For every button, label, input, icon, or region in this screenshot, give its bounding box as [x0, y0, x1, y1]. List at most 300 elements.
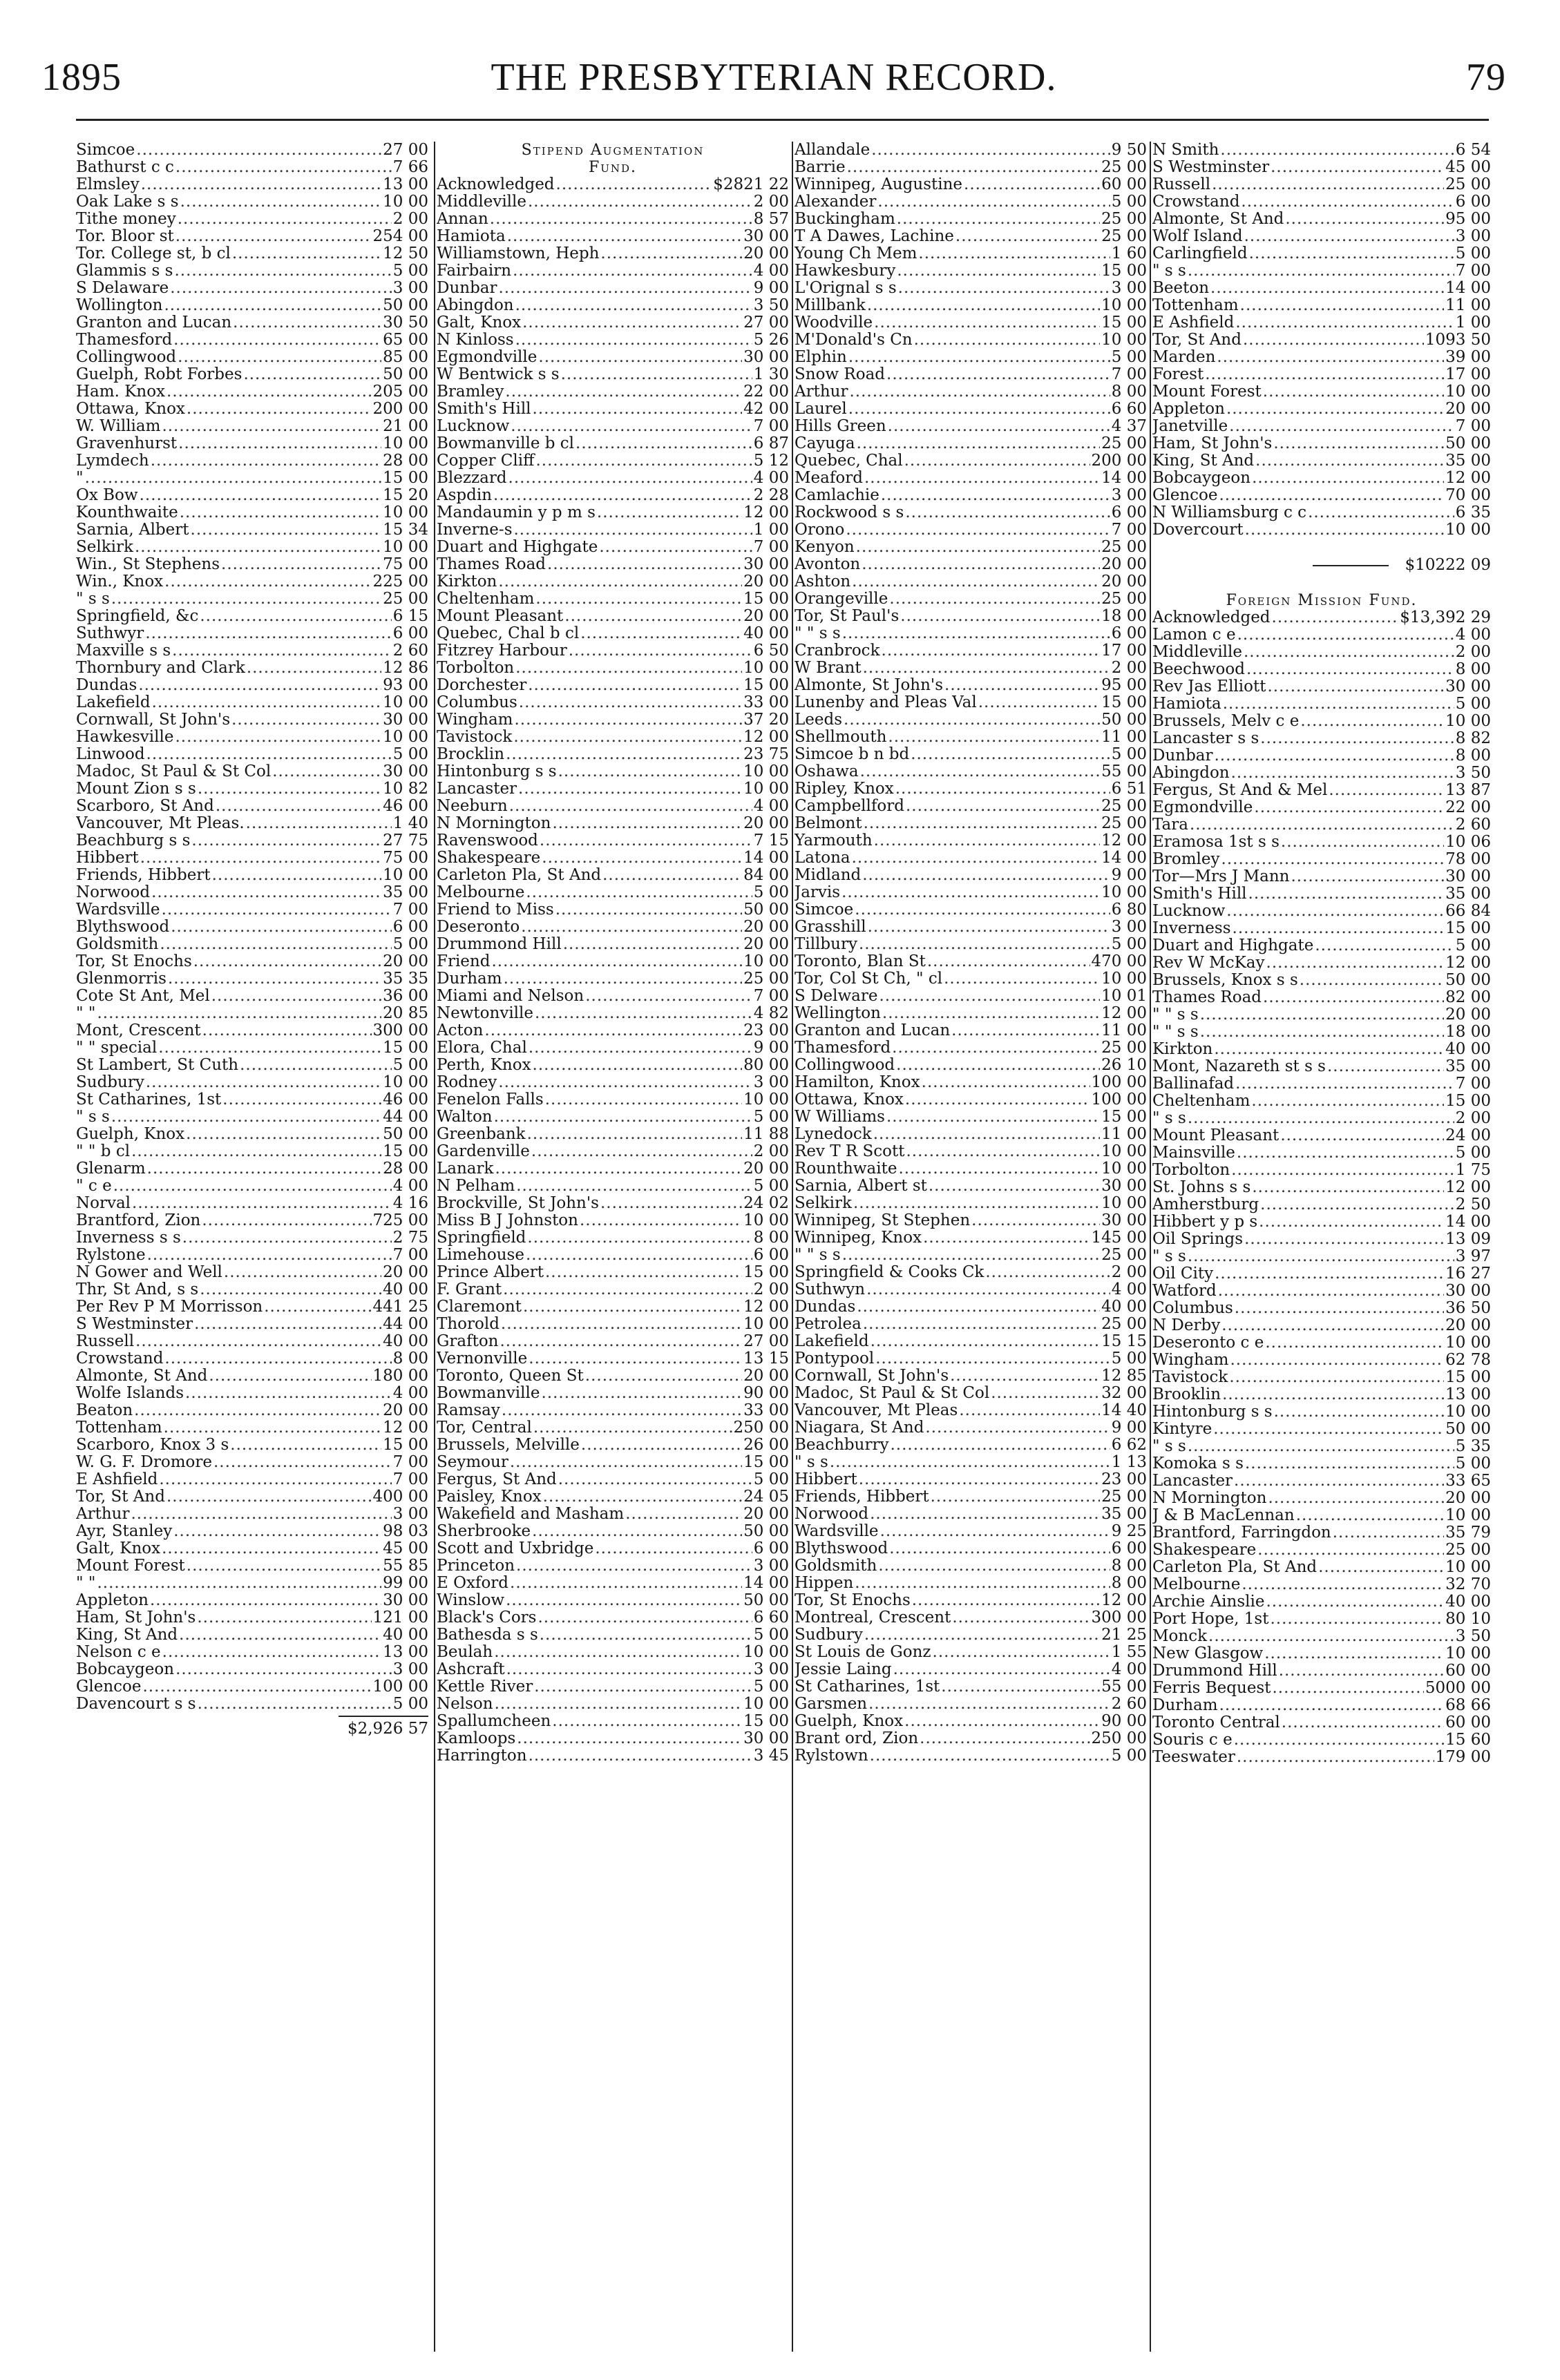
entry-row	[795, 850, 1147, 867]
dot-leader	[933, 1644, 1110, 1661]
entry-row	[76, 280, 428, 297]
entry-amount: 2 60	[1111, 1696, 1147, 1713]
entry-amount: 30 00	[743, 556, 789, 573]
entry-name: Tor. Bloor st	[76, 228, 174, 245]
entry-name: Barrie	[795, 159, 846, 176]
entry-amount: 20 00	[743, 1160, 789, 1178]
entry-amount: 6 60	[753, 1609, 789, 1626]
entry-amount: 65 00	[383, 332, 428, 349]
entry-amount: 2 00	[392, 211, 428, 228]
entry-name: Leeds	[795, 711, 843, 729]
entry-name: Tottenham	[76, 1419, 162, 1437]
dot-leader	[848, 349, 1110, 366]
entry-name: Middleville	[1152, 644, 1242, 661]
entry-name: Guelph, Robt Forbes	[76, 366, 242, 383]
dot-leader	[595, 1540, 752, 1557]
entry-name: Fenelon Falls	[437, 1091, 544, 1109]
entry-name: Winnipeg, Augustine	[795, 176, 963, 193]
entry-name: Kirkton	[437, 573, 497, 591]
entry-amount: 2 00	[1455, 1110, 1491, 1127]
entry-row	[795, 1109, 1147, 1126]
entry-amount: 27 00	[383, 142, 428, 159]
entry-row	[795, 1126, 1147, 1143]
entry-row	[437, 1696, 789, 1713]
entry-amount: 27 00	[743, 314, 789, 332]
entry-name: Bathurst c c	[76, 159, 174, 176]
entry-amount: 8 00	[1111, 383, 1147, 401]
entry-name: Lancaster	[1152, 1472, 1233, 1490]
entry-amount: 40 00	[383, 1333, 428, 1350]
dot-leader	[892, 1039, 1100, 1057]
entry-name: " " s s	[795, 625, 841, 642]
entry-row	[795, 1143, 1147, 1160]
entry-amount: 10 00	[1101, 297, 1147, 314]
dot-leader	[515, 332, 752, 349]
entry-name: " " s s	[795, 1247, 841, 1264]
dot-leader	[905, 1091, 1090, 1109]
entry-name: Fergus, St And & Mel	[1152, 782, 1328, 799]
entry-row	[795, 591, 1147, 608]
entry-amount: 7 00	[1111, 366, 1147, 383]
entry-name: Thames Road	[437, 556, 546, 573]
entry-amount: 7 00	[1455, 418, 1491, 435]
entry-name: Carleton Pla, St And	[437, 867, 602, 884]
entry-name: Hintonburg s s	[1152, 1403, 1273, 1421]
entry-row	[1152, 1231, 1491, 1248]
entry-amount: 40 00	[743, 625, 789, 642]
entry-name: Nelson	[437, 1696, 493, 1713]
entry-name: Melbourne	[1152, 1576, 1241, 1593]
entry-row	[76, 591, 428, 608]
entry-name: Grasshill	[795, 919, 866, 936]
dot-leader	[561, 366, 752, 383]
entry-amount: 30 00	[1445, 1283, 1491, 1300]
dot-leader	[1235, 1075, 1454, 1093]
entry-row	[795, 228, 1147, 245]
entry-row	[76, 1488, 428, 1506]
dot-leader	[1300, 713, 1444, 730]
dot-leader	[1282, 1714, 1444, 1731]
entry-row	[1152, 280, 1491, 297]
entry-row	[437, 780, 789, 798]
entry-amount: 5 00	[753, 1626, 789, 1644]
dot-leader	[197, 1609, 371, 1626]
entry-row	[437, 1747, 789, 1765]
entry-name: Ottawa, Knox	[76, 401, 185, 418]
dot-leader	[111, 591, 381, 608]
entry-row	[437, 1074, 789, 1091]
entry-row	[437, 1143, 789, 1160]
entry-name: Inverness	[1152, 920, 1231, 937]
dot-leader	[518, 780, 742, 798]
entry-amount: 2 00	[1455, 644, 1491, 661]
entry-amount: 24 00	[1445, 1127, 1491, 1144]
dot-leader	[533, 1419, 732, 1437]
entry-row	[76, 1437, 428, 1454]
entry-amount: 6 00	[1111, 1540, 1147, 1557]
entry-name: Monck	[1152, 1628, 1208, 1645]
entry-name: Lunenby and Pleas Val	[795, 694, 977, 711]
entry-amount: 3 97	[1455, 1248, 1491, 1265]
dot-leader	[897, 262, 1100, 280]
entry-amount: 2 60	[392, 642, 428, 660]
entry-name: Tavistock	[437, 729, 513, 746]
entry-row	[1152, 937, 1491, 954]
entry-name: Acknowledged	[1152, 609, 1271, 626]
entry-row	[795, 1540, 1147, 1557]
entry-amount: 6 00	[753, 1247, 789, 1264]
entry-name: Norwood	[76, 884, 151, 901]
dot-leader	[912, 1592, 1100, 1609]
dot-leader	[1280, 1127, 1444, 1144]
entry-amount: 20 85	[383, 1005, 428, 1022]
entry-amount: 68 66	[1445, 1697, 1491, 1714]
entry-amount: 6 00	[1111, 504, 1147, 521]
dot-leader	[870, 1747, 1110, 1765]
entry-row	[437, 211, 789, 228]
entry-amount: 10 00	[1445, 1334, 1491, 1352]
entry-row	[76, 228, 428, 245]
entry-name: Smith's Hill	[437, 401, 531, 418]
column-divider	[434, 142, 435, 2352]
header-rule	[76, 119, 1489, 121]
entry-name: Arthur	[76, 1506, 130, 1523]
entry-row	[76, 366, 428, 383]
entry-row	[1152, 1144, 1491, 1162]
entry-row	[76, 988, 428, 1005]
entry-amount: 15 00	[383, 1437, 428, 1454]
dot-leader	[187, 1557, 381, 1575]
entry-row	[1152, 1386, 1491, 1403]
entry-name: Elora, Chal	[437, 1039, 527, 1057]
entry-amount: 13 09	[1445, 1231, 1491, 1248]
entry-amount: 66 84	[1445, 903, 1491, 920]
entry-name: Tor, St Enochs	[76, 953, 192, 970]
dot-leader	[97, 1575, 381, 1592]
entry-row	[76, 884, 428, 901]
entry-row	[437, 884, 789, 901]
dot-leader	[1279, 1662, 1444, 1680]
entry-amount: 12 85	[1101, 1367, 1147, 1385]
entry-row	[795, 1678, 1147, 1696]
entry-row	[795, 314, 1147, 332]
entry-name: Aspdin	[437, 487, 493, 504]
entry-name: Columbus	[1152, 1300, 1233, 1317]
dot-leader	[491, 953, 742, 970]
entry-amount: 84 00	[743, 867, 789, 884]
entry-name: Ox Bow	[76, 487, 138, 504]
entry-amount: 14 00	[743, 1575, 789, 1592]
entry-name: Smith's Hill	[1152, 885, 1247, 903]
header-title: THE PRESBYTERIAN RECORD.	[491, 56, 1057, 99]
entry-row	[1152, 314, 1491, 332]
entry-amount: 6 00	[753, 1540, 789, 1557]
entry-amount: 12 86	[383, 660, 428, 677]
entry-name: Lucknow	[437, 418, 510, 435]
entry-name: Springfield	[437, 1229, 526, 1247]
entry-row	[1152, 1421, 1491, 1438]
entry-amount: 7 00	[1455, 1075, 1491, 1093]
entry-name: Kounthwaite	[76, 504, 178, 521]
dot-leader	[602, 867, 742, 884]
dot-leader	[1234, 1472, 1444, 1490]
dot-leader	[1329, 782, 1444, 799]
entry-name: Harrington	[437, 1747, 527, 1765]
entry-amount: 12 00	[1445, 470, 1491, 487]
entry-amount: 16 27	[1445, 1265, 1491, 1283]
entry-name: S Delware	[795, 988, 878, 1005]
entry-row	[437, 556, 789, 573]
entry-name: Lanark	[437, 1160, 494, 1178]
entry-name: Brussels, Melville	[437, 1437, 580, 1454]
entry-name: Watford	[1152, 1283, 1217, 1300]
entry-row	[1152, 1472, 1491, 1490]
dot-leader	[1245, 1455, 1454, 1472]
dot-leader	[1241, 193, 1454, 211]
entry-amount: 60 00	[1101, 176, 1147, 193]
entry-amount: 20 00	[743, 936, 789, 953]
dot-leader	[138, 677, 381, 694]
dot-leader	[150, 1592, 381, 1609]
entry-amount: 25 00	[1101, 435, 1147, 452]
dot-leader	[213, 1454, 392, 1471]
dot-leader	[140, 850, 381, 867]
entry-amount: 35 35	[383, 970, 428, 988]
entry-amount: 10 00	[1445, 1559, 1491, 1576]
entry-amount: 10 00	[383, 504, 428, 521]
entry-row	[1152, 1611, 1491, 1628]
entry-row	[437, 988, 789, 1005]
entry-amount: 5 00	[392, 936, 428, 953]
entry-name: Lancaster	[437, 780, 517, 798]
entry-amount: 12 50	[383, 245, 428, 262]
dot-leader	[221, 556, 381, 573]
entry-name: Shellmouth	[795, 729, 887, 746]
entry-amount: 5 00	[1111, 193, 1147, 211]
dot-leader	[167, 1488, 372, 1506]
entry-amount: 7 00	[392, 901, 428, 919]
entry-name: Glenarm	[76, 1160, 146, 1178]
entry-name: Cornwall, St John's	[795, 1367, 949, 1385]
dot-leader	[224, 1264, 381, 1281]
entry-row	[437, 1281, 789, 1298]
entry-amount: 100 00	[1091, 1074, 1147, 1091]
dot-leader	[85, 470, 382, 487]
entry-row	[795, 1298, 1147, 1316]
entry-amount: 50 00	[383, 366, 428, 383]
entry-amount: 145 00	[1091, 1229, 1147, 1247]
entry-row	[795, 383, 1147, 401]
entry-row	[1152, 418, 1491, 435]
dot-leader	[842, 625, 1110, 642]
entry-row	[795, 832, 1147, 850]
entry-name: Hamiota	[1152, 695, 1221, 713]
entry-row	[1152, 435, 1491, 452]
entry-amount: 2 00	[753, 1143, 789, 1160]
dot-leader	[175, 159, 392, 176]
entry-row	[795, 677, 1147, 694]
entry-name: Scott and Uxbridge	[437, 1540, 594, 1557]
entry-name: Teeswater	[1152, 1749, 1235, 1766]
dot-leader	[529, 1039, 752, 1057]
dot-leader	[868, 1696, 1110, 1713]
entry-name: Duart and Highgate	[1152, 937, 1314, 954]
entry-name: " " s s	[1152, 1024, 1199, 1041]
entry-amount: 10 00	[1101, 1160, 1147, 1178]
entry-row	[1152, 989, 1491, 1006]
entry-row	[1152, 1680, 1491, 1697]
dot-leader	[927, 953, 1090, 970]
entry-name: Kintyre	[1152, 1421, 1212, 1438]
entry-name: Oshawa	[795, 763, 859, 780]
dot-leader	[1244, 644, 1454, 661]
entry-name: Simcoe	[76, 142, 135, 159]
entry-name: Granton and Lucan	[795, 1022, 951, 1039]
dot-leader	[849, 383, 1110, 401]
entry-row	[76, 1419, 428, 1437]
entry-row	[1152, 1507, 1491, 1524]
entry-amount: 40 00	[383, 1626, 428, 1644]
dot-leader	[143, 1678, 372, 1696]
entry-row	[76, 1160, 428, 1178]
dot-leader	[904, 1713, 1100, 1730]
entry-name: " "	[76, 1005, 96, 1022]
entry-row	[437, 1540, 789, 1557]
column-1	[76, 142, 428, 2359]
entry-row	[437, 901, 789, 919]
dot-leader	[516, 1178, 752, 1195]
dot-leader	[500, 1333, 743, 1350]
entry-row	[795, 1471, 1147, 1488]
entry-row	[1152, 1265, 1491, 1283]
entry-amount: 10 00	[743, 763, 789, 780]
entry-amount: 30 00	[383, 1592, 428, 1609]
entry-amount: 10 00	[1101, 332, 1147, 349]
dot-leader	[495, 1160, 742, 1178]
entry-name: Tillbury	[795, 936, 857, 953]
entry-name: Jarvis	[795, 884, 841, 901]
entry-name: Wakefield and Masham	[437, 1506, 625, 1523]
entry-name: Thamesford	[795, 1039, 891, 1057]
dot-leader	[852, 850, 1101, 867]
entry-row	[1152, 1283, 1491, 1300]
dot-leader	[230, 1437, 381, 1454]
entry-name: Thorold	[437, 1316, 500, 1333]
dot-leader	[1215, 747, 1454, 765]
entry-amount: 4 37	[1111, 418, 1147, 435]
dot-leader	[1188, 1438, 1454, 1455]
entry-name: Almonte, St John's	[795, 677, 944, 694]
dot-leader	[198, 1696, 392, 1713]
dot-leader	[878, 1557, 1110, 1575]
dot-leader	[134, 1402, 381, 1419]
entry-amount: 8 00	[753, 1229, 789, 1247]
entry-row	[795, 642, 1147, 660]
entry-row	[437, 1195, 789, 1212]
dot-leader	[922, 1074, 1090, 1091]
dot-leader	[506, 746, 742, 763]
entry-name: Sudbury	[795, 1626, 863, 1644]
entry-row	[76, 953, 428, 970]
dot-leader	[182, 1229, 392, 1247]
entry-amount: 20 00	[743, 919, 789, 936]
entry-row	[1152, 1075, 1491, 1093]
entry-amount: 300 00	[1091, 1609, 1147, 1626]
dot-leader	[178, 349, 381, 366]
entry-row	[1152, 297, 1491, 314]
entry-name: Friends, Hibbert	[795, 1488, 929, 1506]
dot-leader	[866, 1281, 1110, 1298]
dot-leader	[857, 435, 1101, 452]
entry-amount: 25 00	[1445, 176, 1491, 193]
entry-amount: 7 00	[753, 539, 789, 556]
entry-name: Mount Forest	[1152, 383, 1262, 401]
entry-amount: 25 00	[1101, 815, 1147, 832]
entry-row	[76, 332, 428, 349]
entry-name: Young Ch Mem	[795, 245, 917, 262]
entry-row	[1152, 366, 1491, 383]
dot-leader	[842, 1247, 1100, 1264]
entry-amount: 5 00	[753, 1471, 789, 1488]
entry-amount: 4 00	[1455, 626, 1491, 644]
entry-name: Yarmouth	[795, 832, 873, 850]
dot-leader	[1221, 1317, 1444, 1334]
entry-name: W Williams	[795, 1109, 885, 1126]
entry-row	[1152, 332, 1491, 349]
entry-row	[437, 314, 789, 332]
entry-name: Toronto, Queen St	[437, 1367, 584, 1385]
entry-amount: 23 00	[743, 1022, 789, 1039]
entry-name: Woodville	[795, 314, 873, 332]
entry-name: Dunbar	[437, 280, 497, 297]
entry-row	[437, 1678, 789, 1696]
dot-leader	[529, 1747, 752, 1765]
entry-amount: 2 00	[1111, 1264, 1147, 1281]
entry-name: Kamloops	[437, 1730, 516, 1747]
entry-name: Glencoe	[1152, 487, 1218, 504]
entry-name: Wardsville	[76, 901, 160, 919]
dot-leader	[1231, 765, 1454, 782]
entry-name: Suthwyr	[76, 625, 144, 642]
entry-amount: 5 00	[1111, 349, 1147, 366]
dot-leader	[600, 1195, 742, 1212]
dot-leader	[111, 1109, 381, 1126]
entry-amount: 6 60	[1111, 401, 1147, 418]
entry-name: E Ashfield	[1152, 314, 1235, 332]
dot-leader	[1240, 297, 1444, 314]
entry-name: Mont, Nazareth st s s	[1152, 1058, 1326, 1075]
entry-amount: 10 00	[743, 1091, 789, 1109]
entry-amount: 50 00	[383, 1126, 428, 1143]
column-1-list	[76, 142, 428, 1713]
entry-amount: 1 00	[1455, 314, 1491, 332]
entry-amount: 11 00	[1101, 729, 1147, 746]
entry-row	[1152, 1110, 1491, 1127]
entry-name: S Westminster	[1152, 159, 1270, 176]
entry-row	[795, 1592, 1147, 1609]
entry-name: Garsmen	[795, 1696, 868, 1713]
entry-name: Bobcaygeon	[76, 1661, 175, 1678]
entry-name: Hibbert	[795, 1471, 857, 1488]
dot-leader	[959, 1402, 1100, 1419]
entry-row	[437, 504, 789, 521]
entry-row	[76, 763, 428, 780]
entry-amount: 17 00	[1101, 642, 1147, 660]
dot-leader	[1213, 1421, 1444, 1438]
entry-name: Janetville	[1152, 418, 1228, 435]
entry-row	[1152, 504, 1491, 521]
entry-row	[437, 1212, 789, 1229]
